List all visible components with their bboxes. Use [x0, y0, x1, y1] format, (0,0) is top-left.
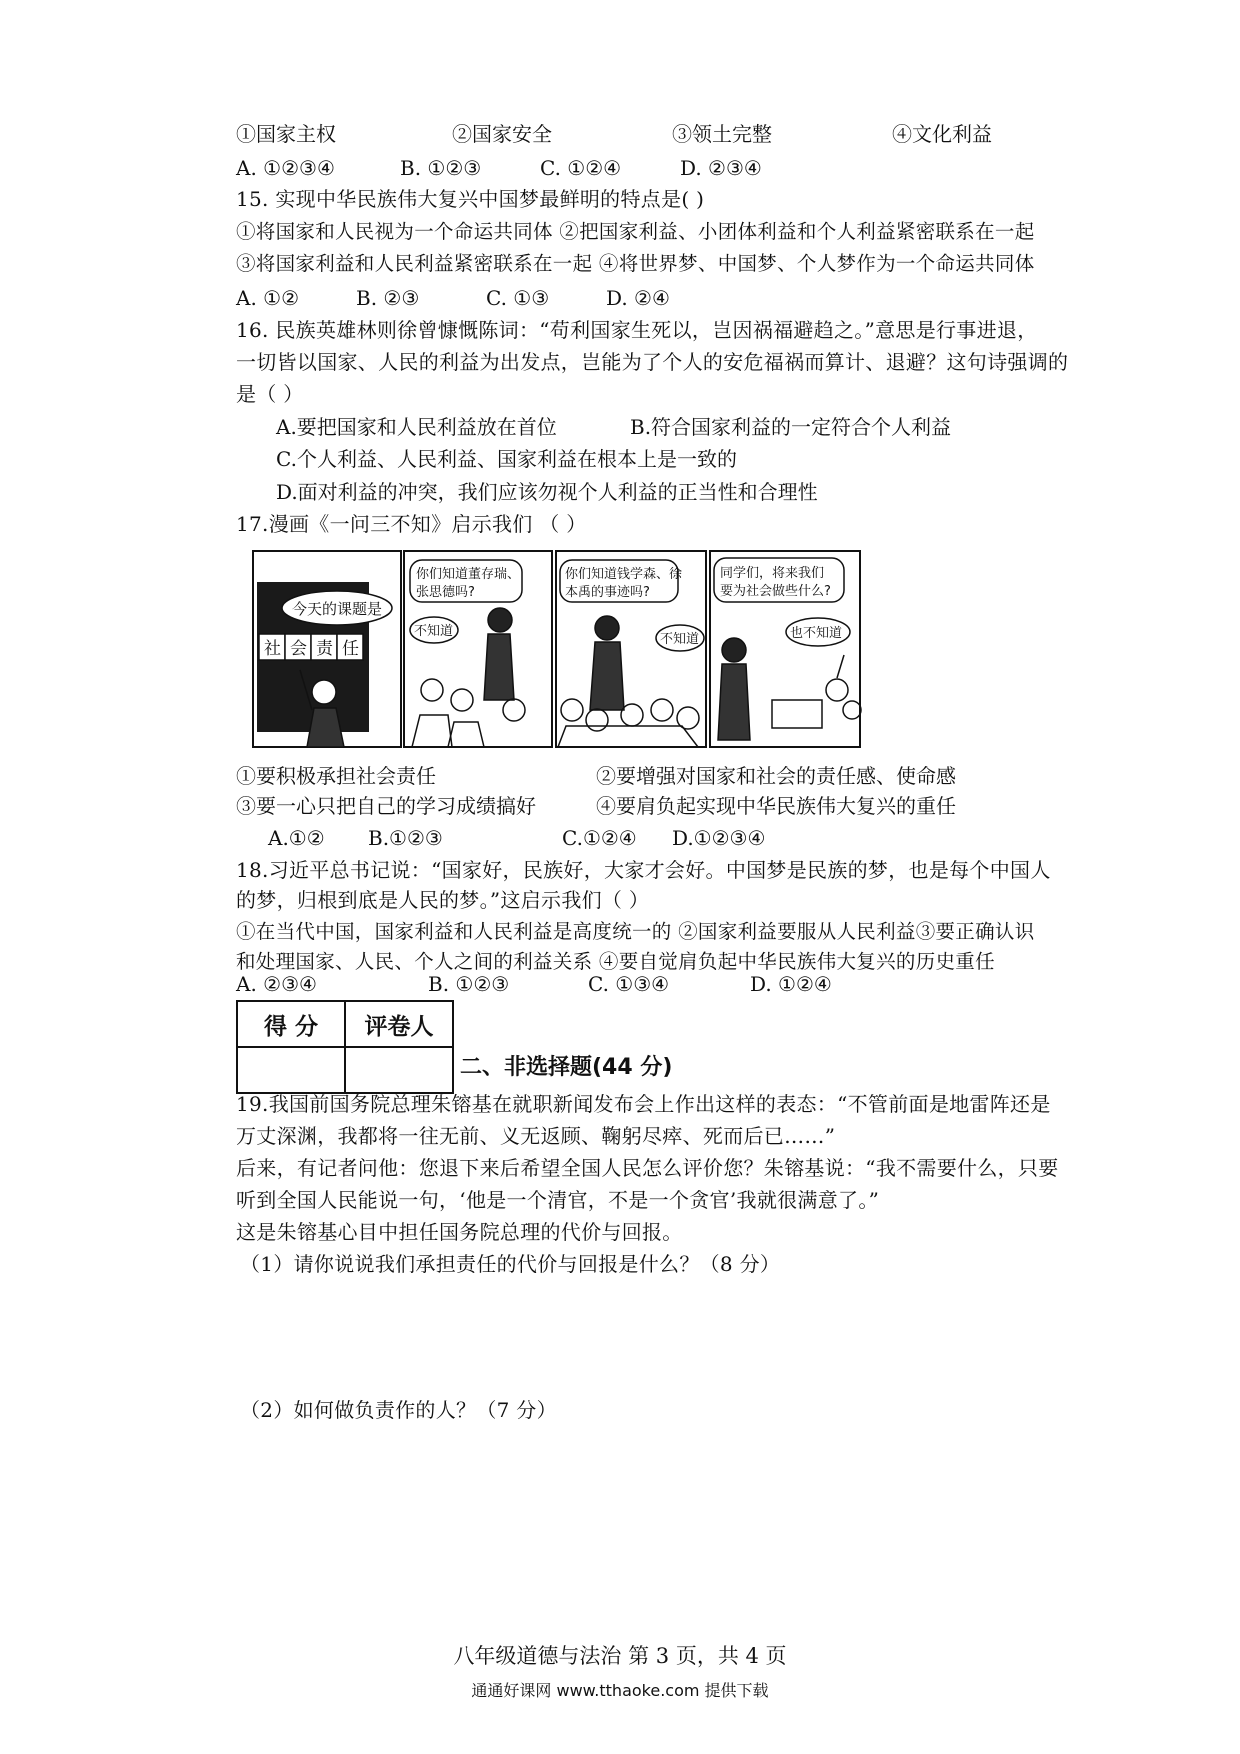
q17-item-3: ③要一心只把自己的学习成绩搞好	[236, 794, 536, 818]
q17-option-d: D.①②③④	[672, 826, 766, 850]
q15-choices-line-2: ③将国家利益和人民利益紧密联系在一起 ④将世界梦、中国梦、个人梦作为一个命运共同体	[236, 252, 1035, 275]
q17-item-2: ②要增强对国家和社会的责任感、使命感	[596, 764, 956, 788]
q18-option-a: A. ②③④	[236, 972, 317, 996]
q16-option-b: B.符合国家利益的一定符合个人利益	[630, 415, 952, 439]
q14-item-2: ②国家安全	[452, 122, 552, 146]
grader-cell[interactable]	[345, 1047, 453, 1093]
q15-option-a: A. ①②	[236, 286, 300, 310]
q15-option-c: C. ①③	[486, 286, 550, 310]
q19-subquestion-2: （2）如何做负责作的人？（7 分）	[240, 1398, 557, 1422]
board-char-3: 责	[316, 639, 333, 659]
panel3-reply: 不知道	[660, 632, 700, 647]
board-char-1: 社	[264, 639, 281, 659]
q17-option-a: A.①②	[268, 826, 325, 850]
q18-choices-line-1: ①在当代中国，国家利益和人民利益是高度统一的 ②国家利益要服从人民利益③要正确认识	[236, 920, 1035, 943]
q17-option-b: B.①②③	[368, 826, 443, 850]
q17-item-1: ①要积极承担社会责任	[236, 764, 436, 788]
q14-option-b: B. ①②③	[400, 156, 482, 180]
q19-stem-line-3: 后来，有记者问他：您退下来后希望全国人民怎么评价您？朱镕基说：“我不需要什么，只要	[236, 1156, 1059, 1180]
q16-option-c: C.个人利益、人民利益、国家利益在根本上是一致的	[276, 447, 737, 471]
q17-stem: 17.漫画《一问三不知》启示我们 （ ）	[236, 512, 587, 536]
q18-option-d: D. ①②④	[750, 972, 832, 996]
panel3-bubble-line-2: 本禹的事迹吗?	[565, 585, 650, 600]
q17-item-4: ④要肩负起实现中华民族伟大复兴的重任	[596, 794, 956, 818]
q14-option-d: D. ②③④	[680, 156, 762, 180]
board-char-2: 会	[290, 639, 307, 659]
panel1-bubble-text: 今天的课题是	[292, 600, 383, 618]
grader-header: 评卷人	[345, 1001, 453, 1047]
q14-item-1: ①国家主权	[236, 122, 336, 146]
q16-stem-line-2: 一切皆以国家、人民的利益为出发点，岂能为了个人的安危福祸而算计、退避？这句诗强调的	[236, 350, 1069, 374]
board-char-4: 任	[342, 639, 359, 659]
q19-stem-line-4: 听到全国人民能说一句，‘他是一个清官，不是一个贪官’我就很满意了。”	[236, 1188, 880, 1212]
q18-option-b: B. ①②③	[428, 972, 510, 996]
panel2-reply: 不知道	[414, 624, 454, 639]
q18-option-c: C. ①③④	[588, 972, 670, 996]
q17-option-c: C.①②④	[562, 826, 637, 850]
score-table	[236, 1000, 454, 1094]
q15-stem: 15. 实现中华民族伟大复兴中国梦最鲜明的特点是( )	[236, 187, 705, 211]
q14-item-3: ③领土完整	[672, 122, 772, 146]
q18-choices-line-2: 和处理国家、人民、个人之间的利益关系 ④要自觉肩负起中华民族伟大复兴的历史重任	[236, 950, 995, 973]
comic-one-question-three-unknowns	[252, 550, 862, 750]
panel2-bubble-line-2: 张思德吗?	[416, 585, 475, 600]
panel4-reply: 也不知道	[790, 626, 843, 641]
q14-option-c: C. ①②④	[540, 156, 622, 180]
section-2-title: 二、非选择题(44 分)	[460, 1055, 673, 1080]
q16-option-d: D.面对利益的冲突，我们应该勿视个人利益的正当性和合理性	[276, 480, 818, 504]
q14-item-4: ④文化利益	[892, 122, 992, 146]
q16-stem-line-3: 是（ ）	[236, 382, 304, 406]
q15-option-d: D. ②④	[606, 286, 670, 310]
watermark-text: 通通好课网 www.tthaoke.com 提供下载	[471, 1681, 769, 1700]
page-footer: 八年级道德与法治 第 3 页，共 4 页	[453, 1644, 787, 1668]
q18-stem-line-2: 的梦，归根到底是人民的梦。”这启示我们（ ）	[236, 888, 650, 912]
panel4-bubble-line-2: 要为社会做些什么?	[720, 584, 831, 599]
panel3-bubble-line-1: 你们知道钱学森、徐	[565, 567, 683, 582]
q19-stem-line-2: 万丈深渊，我都将一往无前、义无返顾、鞠躬尽瘁、死而后已……”	[236, 1124, 836, 1148]
panel4-bubble-line-1: 同学们，将来我们	[720, 566, 825, 581]
score-header: 得 分	[237, 1001, 345, 1047]
q14-option-a: A. ①②③④	[236, 156, 335, 180]
score-cell[interactable]	[237, 1047, 345, 1093]
q15-option-b: B. ②③	[356, 286, 420, 310]
q16-stem-line-1: 16. 民族英雄林则徐曾慷慨陈词：“苟利国家生死以，岂因祸福避趋之。”意思是行事进退，	[236, 318, 1038, 342]
q19-stem-line-5: 这是朱镕基心目中担任国务院总理的代价与回报。	[236, 1220, 683, 1244]
q15-choices-line-1: ①将国家和人民视为一个命运共同体 ②把国家利益、小团体利益和个人利益紧密联系在一起	[236, 220, 1035, 243]
q19-subquestion-1: （1）请你说说我们承担责任的代价与回报是什么？（8 分）	[240, 1252, 781, 1276]
q18-stem-line-1: 18.习近平总书记说：“国家好，民族好，大家才会好。中国梦是民族的梦，也是每个中国人	[236, 858, 1051, 882]
q19-stem-line-1: 19.我国前国务院总理朱镕基在就职新闻发布会上作出这样的表态：“不管前面是地雷阵还是	[236, 1092, 1051, 1116]
panel2-bubble-line-1: 你们知道董存瑞、	[416, 567, 521, 582]
q16-option-a: A.要把国家和人民利益放在首位	[276, 415, 557, 439]
